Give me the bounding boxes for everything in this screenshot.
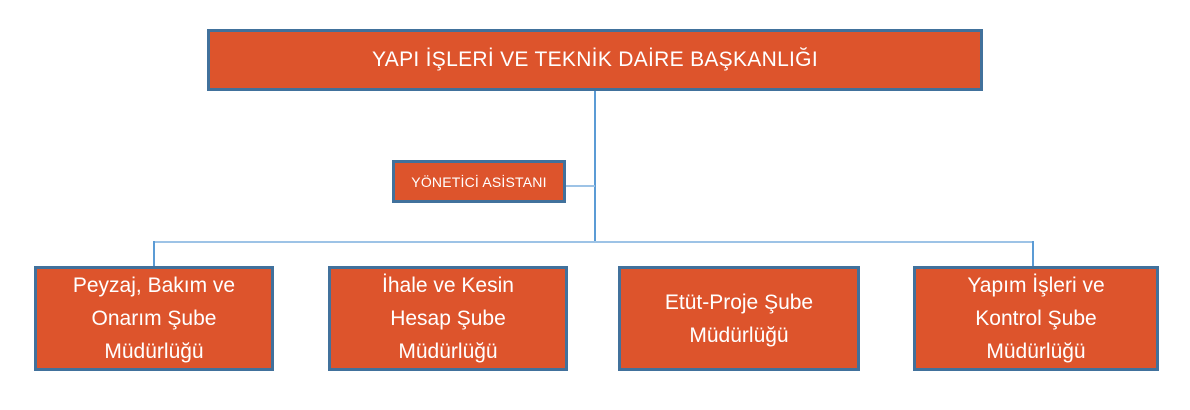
org-node-department-1-label: Peyzaj, Bakım ve Onarım Şube Müdürlüğü [72, 274, 236, 363]
org-node-assistant-label: YÖNETİCİ ASİSTANI [411, 173, 547, 190]
org-node-assistant [392, 160, 566, 203]
org-node-department-4 [913, 266, 1159, 371]
org-node-department-3 [618, 266, 860, 371]
connector-drop-department-1 [153, 241, 155, 266]
org-node-root-label: YAPI İŞLERİ VE TEKNİK DAİRE BAŞKANLIĞI [372, 48, 818, 71]
connector-drop-department-4 [1032, 241, 1034, 268]
org-node-department-3-label: Etüt-Proje Şube Müdürlüğü [664, 290, 814, 347]
org-node-department-4-label: Yapım İşleri ve Kontrol Şube Müdürlüğü [967, 274, 1105, 363]
connector-assistant [566, 185, 595, 187]
connector-crossbar [154, 241, 1034, 243]
org-node-department-2 [328, 266, 568, 371]
org-node-department-2-label: İhale ve Kesin Hesap Şube Müdürlüğü [382, 274, 514, 363]
org-node-root [207, 29, 983, 91]
org-node-department-1 [34, 266, 274, 371]
connector-root-vertical [594, 91, 596, 243]
